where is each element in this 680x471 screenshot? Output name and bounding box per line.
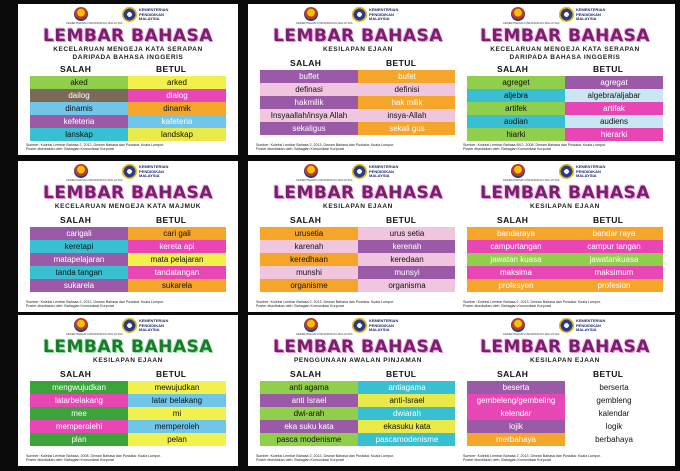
word-table [260, 227, 456, 292]
ministry-emblem-icon [352, 7, 367, 22]
crest-logo-icon [511, 164, 525, 178]
table-row [30, 102, 226, 115]
footer-line: Poster disediakan oleh: Bahagian Komunikasi Korporat [256, 147, 344, 152]
source-footer [463, 454, 669, 463]
card-title: LEMBAR BAHASA [480, 26, 650, 46]
ministry-logo-line: KEMENTERIAN [369, 318, 399, 323]
correct-spelling-cell: kafeteria [128, 115, 226, 128]
table-row [467, 76, 663, 89]
column-header-betul: BETUL [156, 215, 187, 225]
table-row [260, 279, 456, 292]
table-row [30, 240, 226, 253]
poster-card [18, 161, 238, 312]
wrong-spelling-cell: pasca modenisme [260, 433, 358, 446]
ministry-logo-line: PENDIDIKAN [139, 11, 164, 17]
source-footer [463, 143, 669, 152]
ministry-logo-line: PENDIDIKAN [139, 168, 164, 174]
crest-logo-icon [511, 7, 525, 21]
wrong-spelling-cell: anti Israel [260, 394, 358, 407]
wrong-spelling-cell: dinamis [30, 102, 128, 115]
table-row [467, 407, 663, 420]
footer-line: Sumber: Koleksi Lembar Bahasa 2, 2013. Dewan Bahasa dan Pustaka: Kuala Lumpur. [256, 299, 395, 304]
correct-spelling-cell: anti-Israel [358, 394, 456, 407]
crest-logo-icon [304, 164, 318, 178]
ministry-emblem-icon [559, 318, 574, 333]
column-header-betul: BETUL [156, 64, 187, 74]
subtitle-line: KESILAPAN EJAAN [323, 46, 393, 53]
wrong-spelling-cell: hakmilik [260, 96, 358, 109]
correct-spelling-cell: latar belakang [128, 394, 226, 407]
correct-spelling-cell: munsyi [358, 266, 456, 279]
correct-spelling-cell: landskap [128, 128, 226, 141]
wrong-spelling-cell: aljebra [467, 89, 565, 102]
ministry-logo-line: PENDIDIKAN [369, 322, 394, 328]
correct-spelling-cell: logik [565, 420, 663, 433]
crest-caption: KEMENTERIAN PENDIDIKAN MALAYSIA [296, 178, 353, 182]
correct-spelling-cell: arked [128, 76, 226, 89]
crest-logo-icon [511, 318, 525, 332]
ministry-logo-text [139, 165, 199, 179]
table-row [467, 381, 663, 394]
subtitle-line: KECELARUAN MENGEJA KATA MAJMUK [54, 203, 202, 210]
column-header-salah: SALAH [60, 215, 92, 225]
table-row [260, 266, 456, 279]
ministry-logo-line: MALAYSIA [139, 173, 160, 178]
crest-caption: KEMENTERIAN PENDIDIKAN MALAYSIA [296, 332, 353, 336]
wrong-spelling-cell: beserta [467, 381, 565, 394]
correct-spelling-cell: ekasuku kata [358, 420, 456, 433]
correct-spelling-cell: berserta [565, 381, 663, 394]
correct-spelling-cell: urus setia [358, 227, 456, 240]
subtitle-line: KECELARUAN MENGEJA KATA SERAPAN [490, 46, 640, 53]
crest-logo-icon [304, 318, 318, 332]
poster-card [455, 161, 675, 312]
ministry-logo-line: PENDIDIKAN [576, 322, 601, 328]
table-row [30, 266, 226, 279]
wrong-spelling-cell: jawatan kuasa [467, 253, 565, 266]
correct-spelling-cell: insya-Allah [358, 109, 456, 122]
ministry-logo-text [369, 319, 429, 333]
table-row [30, 227, 226, 240]
word-table [467, 227, 663, 292]
logo-row [18, 7, 238, 25]
table-row [467, 433, 663, 446]
ministry-emblem-icon [122, 318, 137, 333]
correct-spelling-cell: sukarela [128, 279, 226, 292]
crest-logo-icon [74, 164, 88, 178]
card-title: LEMBAR BAHASA [43, 183, 213, 203]
correct-spelling-cell: profesion [565, 279, 663, 292]
wrong-spelling-cell: bandaraya [467, 227, 565, 240]
ministry-logo-text [139, 8, 199, 22]
table-row [260, 394, 456, 407]
column-header-salah: SALAH [60, 369, 92, 379]
correct-spelling-cell: antiagama [358, 381, 456, 394]
correct-spelling-cell: bandar raya [565, 227, 663, 240]
correct-spelling-cell: hak milik [358, 96, 456, 109]
crest-logo-icon [74, 7, 88, 21]
correct-spelling-cell: mi [128, 407, 226, 420]
ministry-logo-line: PENDIDIKAN [576, 11, 601, 17]
table-row [260, 420, 456, 433]
footer-line: Sumber: Koleksi Lembar Bahasa 2, 2013. Dewan Bahasa dan Pustaka: Kuala Lumpur. [463, 299, 602, 304]
card-subtitle [18, 357, 238, 365]
table-row [30, 407, 226, 420]
wrong-spelling-cell: keretapi [30, 240, 128, 253]
card-subtitle [248, 203, 468, 211]
card-title: LEMBAR BAHASA [480, 337, 650, 357]
footer-line: Poster disediakan oleh: Bahagian Komunikasi Korporat [26, 458, 114, 463]
correct-spelling-cell: dinamik [128, 102, 226, 115]
subtitle-line: KESILAPAN EJAAN [93, 357, 163, 364]
ministry-emblem-icon [559, 7, 574, 22]
card-subtitle [18, 46, 238, 61]
table-row [260, 70, 456, 83]
ministry-logo-line: KEMENTERIAN [139, 7, 169, 12]
wrong-spelling-cell: lanskap [30, 128, 128, 141]
ministry-emblem-icon [352, 318, 367, 333]
card-subtitle [455, 203, 675, 211]
footer-line: Sumber: Koleksi Lembar Bahasa 2, 2013. Dewan Bahasa dan Pustaka: Kuala Lumpur. [256, 142, 395, 147]
correct-spelling-cell: campur tangan [565, 240, 663, 253]
footer-line: Poster disediakan oleh: Bahagian Komunikasi Korporat [463, 304, 551, 309]
footer-line: Poster disediakan oleh: Bahagian Komunikasi Korporat [463, 458, 551, 463]
word-table [260, 70, 456, 135]
subtitle-line: KESILAPAN EJAAN [530, 203, 600, 210]
ministry-logo-line: MALAYSIA [576, 16, 597, 21]
crest-caption: KEMENTERIAN PENDIDIKAN MALAYSIA [66, 332, 123, 336]
correct-spelling-cell: jawatankuasa [565, 253, 663, 266]
wrong-spelling-cell: tanda tangan [30, 266, 128, 279]
correct-spelling-cell: sekali gus [358, 122, 456, 135]
wrong-spelling-cell: eka suku kata [260, 420, 358, 433]
wrong-spelling-cell: karenah [260, 240, 358, 253]
footer-line: Sumber: Koleksi Lembar Bahasa, 2008. Dewan Bahasa dan Pustaka: Kuala Lumpur. [26, 453, 162, 458]
wrong-spelling-cell: latarbelakang [30, 394, 128, 407]
correct-spelling-cell: dwiarah [358, 407, 456, 420]
wrong-spelling-cell: gembeleng/gembeling [467, 394, 565, 407]
ministry-logo-line: KEMENTERIAN [576, 164, 606, 169]
wrong-spelling-cell: lojik [467, 420, 565, 433]
table-row [467, 279, 663, 292]
table-row [467, 266, 663, 279]
table-row [260, 407, 456, 420]
table-row [467, 240, 663, 253]
ministry-logo-line: PENDIDIKAN [369, 168, 394, 174]
correct-spelling-cell: agregat [565, 76, 663, 89]
card-subtitle [248, 46, 468, 54]
card-subtitle [18, 203, 238, 211]
source-footer [26, 143, 232, 152]
card-title: LEMBAR BAHASA [273, 183, 443, 203]
word-table [30, 381, 226, 446]
table-row [467, 128, 663, 141]
correct-spelling-cell: memperoleh [128, 420, 226, 433]
wrong-spelling-cell: kefeteria [30, 115, 128, 128]
wrong-spelling-cell: sukarela [30, 279, 128, 292]
wrong-spelling-cell: anti agama [260, 381, 358, 394]
ministry-logo-line: KEMENTERIAN [139, 164, 169, 169]
correct-spelling-cell: mewujudkan [128, 381, 226, 394]
column-header-salah: SALAH [290, 369, 322, 379]
source-footer [256, 143, 462, 152]
wrong-spelling-cell: merbahaya [467, 433, 565, 446]
wrong-spelling-cell: mengwujudkan [30, 381, 128, 394]
wrong-spelling-cell: maksima [467, 266, 565, 279]
logo-row [18, 164, 238, 182]
correct-spelling-cell: berbahaya [565, 433, 663, 446]
footer-line: Sumber: Koleksi Lembar Bahasa 2, 2013. Dewan Bahasa dan Pustaka: Kuala Lumpur. [256, 453, 395, 458]
crest-caption: KEMENTERIAN PENDIDIKAN MALAYSIA [296, 21, 353, 25]
card-title: LEMBAR BAHASA [273, 26, 443, 46]
poster-card [248, 4, 468, 155]
wrong-spelling-cell: profesyen [467, 279, 565, 292]
crest-caption: KEMENTERIAN PENDIDIKAN MALAYSIA [503, 332, 560, 336]
word-table [260, 381, 456, 446]
ministry-logo-line: MALAYSIA [369, 173, 390, 178]
ministry-emblem-icon [122, 7, 137, 22]
wrong-spelling-cell: campurtangan [467, 240, 565, 253]
ministry-logo-line: KEMENTERIAN [369, 164, 399, 169]
table-row [30, 89, 226, 102]
wrong-spelling-cell: agreget [467, 76, 565, 89]
wrong-spelling-cell: mee [30, 407, 128, 420]
logo-row [455, 164, 675, 182]
table-row [30, 279, 226, 292]
table-row [467, 253, 663, 266]
column-header-betul: BETUL [593, 215, 624, 225]
table-row [467, 420, 663, 433]
card-subtitle [248, 357, 468, 365]
table-row [467, 102, 663, 115]
table-row [30, 115, 226, 128]
table-row [260, 109, 456, 122]
logo-row [455, 318, 675, 336]
wrong-spelling-cell: audian [467, 115, 565, 128]
table-row [260, 122, 456, 135]
ministry-logo-line: KEMENTERIAN [139, 318, 169, 323]
correct-spelling-cell: algebra/aljabar [565, 89, 663, 102]
ministry-logo-line: PENDIDIKAN [576, 168, 601, 174]
word-table [30, 227, 226, 292]
card-subtitle [455, 357, 675, 365]
ministry-logo-line: KEMENTERIAN [576, 7, 606, 12]
correct-spelling-cell: tandatangan [128, 266, 226, 279]
source-footer [26, 300, 232, 309]
card-title: LEMBAR BAHASA [43, 26, 213, 46]
source-footer [26, 454, 232, 463]
footer-line: Sumber: Koleksi Lembar Bahasa Bil.2, 2008. Dewan Bahasa dan Pustaka: Kuala Lumpur. [463, 142, 607, 147]
table-row [30, 394, 226, 407]
word-table [30, 76, 226, 141]
table-row [467, 227, 663, 240]
footer-line: Poster disediakan oleh: Bahagian Komunikasi Korporat [26, 147, 114, 152]
wrong-spelling-cell: carigali [30, 227, 128, 240]
wrong-spelling-cell: kelendar [467, 407, 565, 420]
footer-line: Sumber: Koleksi Lembar Bahasa 2, 2013. Dewan Bahasa dan Pustaka: Kuala Lumpur. [463, 453, 602, 458]
footer-line: Poster disediakan oleh: Bahagian Komunikasi Korporat [26, 304, 114, 309]
correct-spelling-cell: hierarki [565, 128, 663, 141]
column-header-betul: BETUL [386, 215, 417, 225]
poster-card [455, 315, 675, 466]
ministry-logo-line: MALAYSIA [576, 327, 597, 332]
wrong-spelling-cell: Insyaallah/insya Allah [260, 109, 358, 122]
card-title: LEMBAR BAHASA [480, 183, 650, 203]
table-row [467, 89, 663, 102]
correct-spelling-cell: keredaan [358, 253, 456, 266]
poster-card [248, 161, 468, 312]
word-table [467, 76, 663, 141]
wrong-spelling-cell: organisme [260, 279, 358, 292]
subtitle-line: PENGGUNAAN AWALAN PINJAMAN [293, 357, 423, 364]
subtitle-line: KESILAPAN EJAAN [530, 357, 600, 364]
crest-logo-icon [74, 318, 88, 332]
correct-spelling-cell: organisma [358, 279, 456, 292]
correct-spelling-cell: pelan [128, 433, 226, 446]
correct-spelling-cell: definisi [358, 83, 456, 96]
table-row [260, 240, 456, 253]
table-row [260, 83, 456, 96]
poster-card [455, 4, 675, 155]
table-row [260, 381, 456, 394]
column-header-salah: SALAH [60, 64, 92, 74]
ministry-logo-line: PENDIDIKAN [139, 322, 164, 328]
correct-spelling-cell: gembleng [565, 394, 663, 407]
wrong-spelling-cell: artifek [467, 102, 565, 115]
table-row [260, 227, 456, 240]
column-header-betul: BETUL [386, 369, 417, 379]
source-footer [256, 454, 462, 463]
ministry-logo-text [369, 165, 429, 179]
crest-caption: KEMENTERIAN PENDIDIKAN MALAYSIA [66, 21, 123, 25]
wrong-spelling-cell: matapelajaran [30, 253, 128, 266]
wrong-spelling-cell: sekaligus [260, 122, 358, 135]
correct-spelling-cell: pascamodenisme [358, 433, 456, 446]
wrong-spelling-cell: urusetia [260, 227, 358, 240]
table-row [30, 76, 226, 89]
column-header-salah: SALAH [497, 215, 529, 225]
ministry-emblem-icon [559, 164, 574, 179]
correct-spelling-cell: kereta api [128, 240, 226, 253]
logo-row [455, 7, 675, 25]
table-row [260, 96, 456, 109]
correct-spelling-cell: bufet [358, 70, 456, 83]
footer-line: Poster disediakan oleh: Bahagian Komunikasi Korporat [463, 147, 551, 152]
correct-spelling-cell: audiens [565, 115, 663, 128]
wrong-spelling-cell: memperolehi [30, 420, 128, 433]
crest-logo-icon [304, 7, 318, 21]
correct-spelling-cell: dialog [128, 89, 226, 102]
poster-card [18, 4, 238, 155]
table-row [260, 433, 456, 446]
table-row [467, 115, 663, 128]
column-header-betul: BETUL [593, 64, 624, 74]
ministry-logo-line: MALAYSIA [369, 327, 390, 332]
footer-line: Sumber: Koleksi Lembar Bahasa 2, 2012. Dewan Bahasa dan Pustaka: Kuala Lumpur. [26, 142, 165, 147]
column-header-salah: SALAH [290, 215, 322, 225]
footer-line: Poster disediakan oleh: Bahagian Komunikasi Korporat [256, 458, 344, 463]
card-subtitle [455, 46, 675, 61]
logo-row [18, 318, 238, 336]
wrong-spelling-cell: dailog [30, 89, 128, 102]
wrong-spelling-cell: plan [30, 433, 128, 446]
crest-caption: KEMENTERIAN PENDIDIKAN MALAYSIA [503, 178, 560, 182]
ministry-emblem-icon [122, 164, 137, 179]
logo-row [248, 318, 468, 336]
ministry-logo-text [576, 165, 636, 179]
ministry-logo-line: MALAYSIA [576, 173, 597, 178]
ministry-logo-line: MALAYSIA [139, 327, 160, 332]
ministry-logo-text [576, 319, 636, 333]
subtitle-line: DARIPADA BAHASA INGGERIS [509, 53, 621, 61]
correct-spelling-cell: kerenah [358, 240, 456, 253]
column-header-salah: SALAH [290, 58, 322, 68]
table-row [30, 381, 226, 394]
table-row [30, 420, 226, 433]
table-row [30, 253, 226, 266]
wrong-spelling-cell: dwi-arah [260, 407, 358, 420]
ministry-logo-line: MALAYSIA [369, 16, 390, 21]
ministry-logo-line: KEMENTERIAN [369, 7, 399, 12]
logo-row [248, 164, 468, 182]
column-header-betul: BETUL [593, 369, 624, 379]
ministry-logo-text [139, 319, 199, 333]
wrong-spelling-cell: munshi [260, 266, 358, 279]
wrong-spelling-cell: keredhaan [260, 253, 358, 266]
source-footer [463, 300, 669, 309]
correct-spelling-cell: maksimum [565, 266, 663, 279]
table-row [467, 394, 663, 407]
wrong-spelling-cell: buffet [260, 70, 358, 83]
footer-line: Poster disediakan oleh: Bahagian Komunikasi Korporat [256, 304, 344, 309]
ministry-logo-line: MALAYSIA [139, 16, 160, 21]
logo-row [248, 7, 468, 25]
poster-card [18, 315, 238, 466]
column-header-betul: BETUL [156, 369, 187, 379]
wrong-spelling-cell: aked [30, 76, 128, 89]
subtitle-line: KESILAPAN EJAAN [323, 203, 393, 210]
ministry-logo-text [576, 8, 636, 22]
ministry-logo-line: KEMENTERIAN [576, 318, 606, 323]
column-header-salah: SALAH [497, 64, 529, 74]
crest-caption: KEMENTERIAN PENDIDIKAN MALAYSIA [503, 21, 560, 25]
wrong-spelling-cell: definasi [260, 83, 358, 96]
source-footer [256, 300, 462, 309]
correct-spelling-cell: kalendar [565, 407, 663, 420]
subtitle-line: DARIPADA BAHASA INGGERIS [72, 53, 184, 61]
ministry-logo-text [369, 8, 429, 22]
table-row [260, 253, 456, 266]
correct-spelling-cell: cari gali [128, 227, 226, 240]
table-row [30, 433, 226, 446]
word-table [467, 381, 663, 446]
card-title: LEMBAR BAHASA [273, 337, 443, 357]
ministry-emblem-icon [352, 164, 367, 179]
footer-line: Sumber: Koleksi Lembar Bahasa 2, 2012. Dewan Bahasa dan Pustaka: Kuala Lumpur. [26, 299, 165, 304]
crest-caption: KEMENTERIAN PENDIDIKAN MALAYSIA [66, 178, 123, 182]
correct-spelling-cell: artifak [565, 102, 663, 115]
subtitle-line: KECELARUAN MENGEJA KATA SERAPAN [53, 46, 203, 53]
wrong-spelling-cell: hiarki [467, 128, 565, 141]
card-title: LEMBAR BAHASA [43, 337, 213, 357]
poster-card [248, 315, 468, 466]
column-header-betul: BETUL [386, 58, 417, 68]
correct-spelling-cell: mata pelajaran [128, 253, 226, 266]
ministry-logo-line: PENDIDIKAN [369, 11, 394, 17]
column-header-salah: SALAH [497, 369, 529, 379]
table-row [30, 128, 226, 141]
